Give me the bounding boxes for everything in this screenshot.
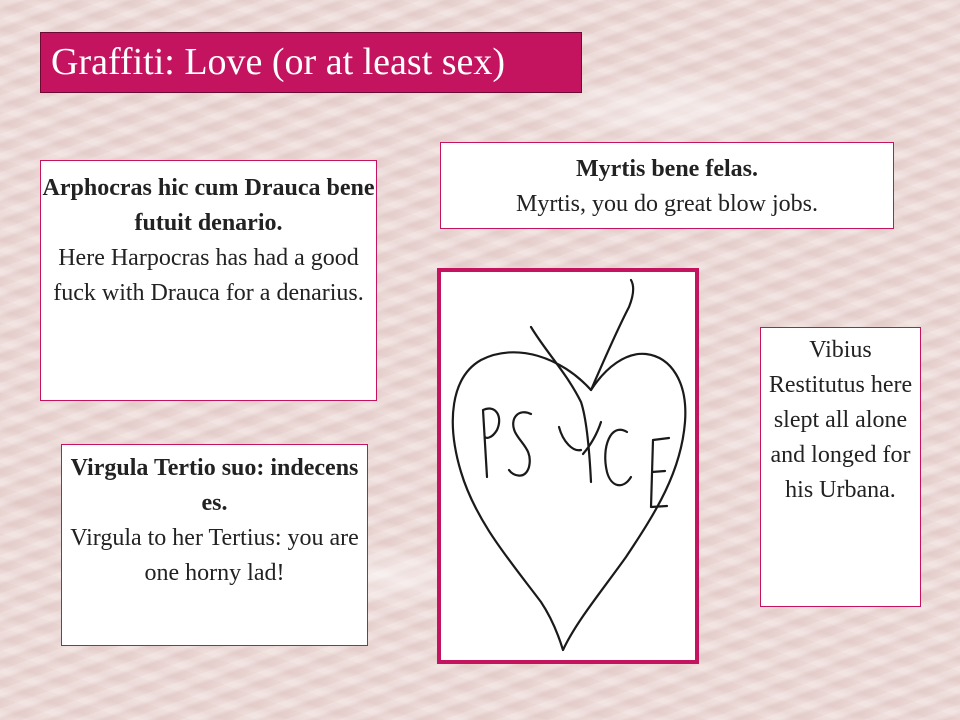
slide-title: Graffiti: Love (or at least sex) <box>40 32 582 93</box>
graffito-virgula-latin: Virgula Tertio suo: indecens es. <box>70 455 359 516</box>
graffito-vibius-card <box>760 327 921 607</box>
graffito-virgula-translation: Virgula to her Tertius: you are one horny lad! <box>70 525 359 586</box>
graffito-harpocras-translation: Here Harpocras has had a good fuck with Drauca for a denarius. <box>53 245 364 306</box>
graffito-virgula-card <box>61 444 368 646</box>
heart-psyce-drawing <box>441 272 695 660</box>
graffito-myrtis-card <box>440 142 894 229</box>
heart-graffito-image <box>437 268 699 664</box>
heart-stroke-y <box>531 327 591 482</box>
graffito-myrtis-latin: Myrtis bene felas. <box>576 156 758 182</box>
graffito-harpocras-card <box>40 160 377 401</box>
graffito-myrtis-translation: Myrtis, you do great blow jobs. <box>516 191 818 217</box>
graffito-vibius-translation: Vibius Restitutus here slept all alone and longed for his Urbana. <box>768 337 913 503</box>
graffito-harpocras-latin: Arphocras hic cum Drauca bene futuit denario. <box>42 175 375 236</box>
psyce-letters <box>483 408 669 507</box>
heart-stroke <box>591 280 633 390</box>
